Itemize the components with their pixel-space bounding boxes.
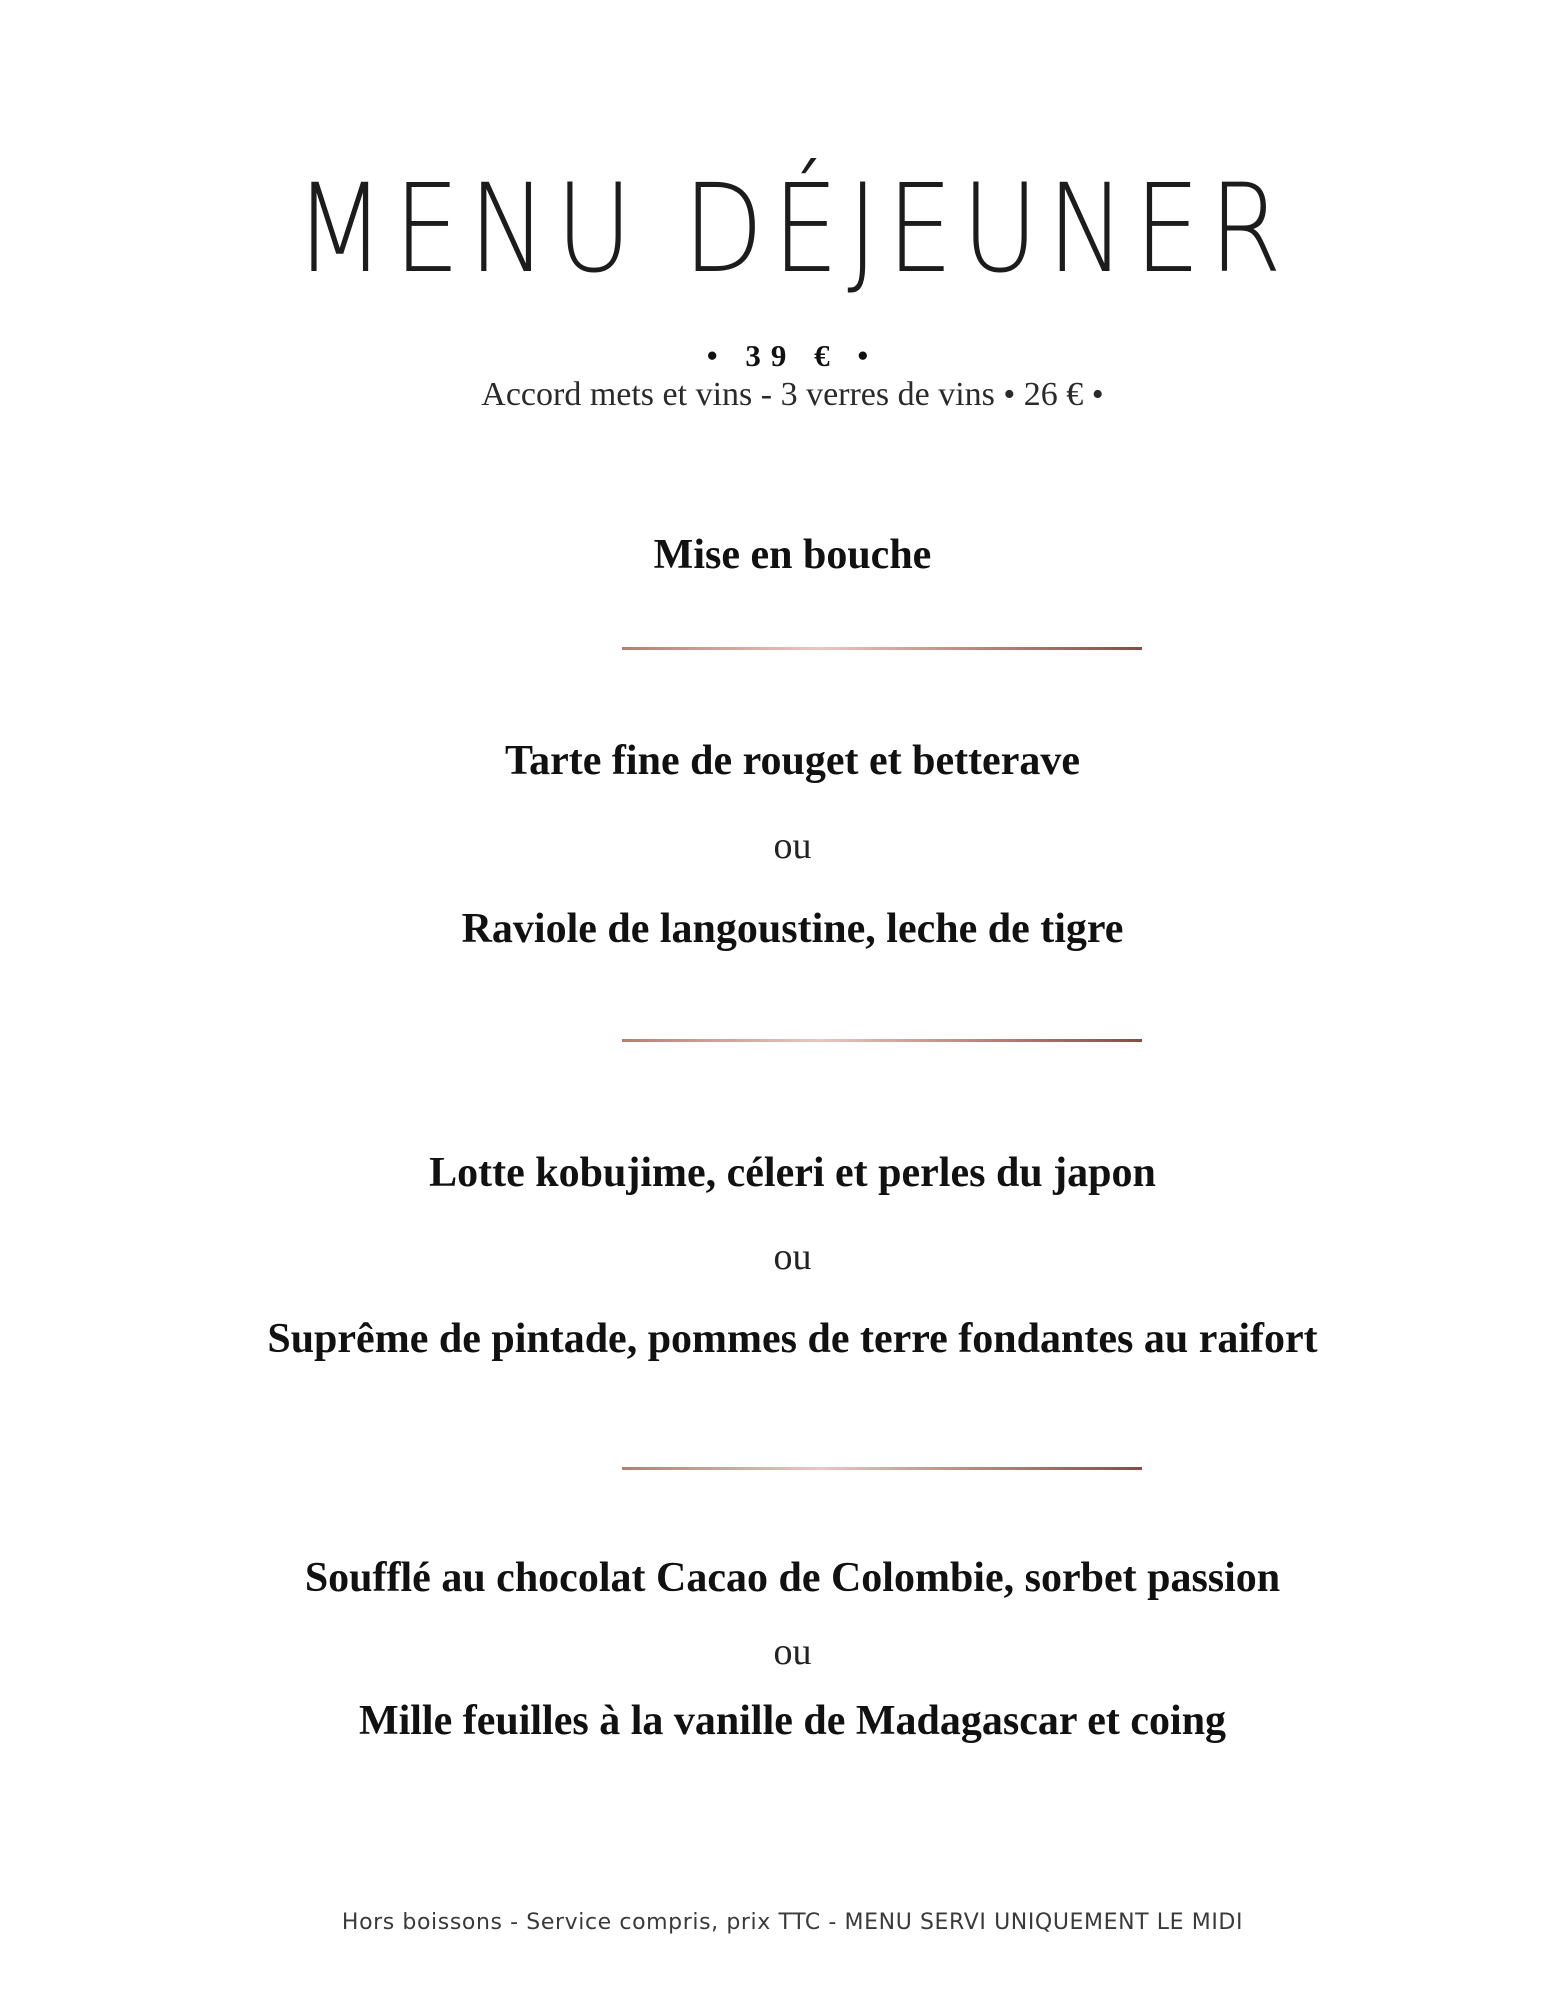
starter-or-label: ou (773, 825, 812, 867)
wine-pairing-text: Accord mets et vins - 3 verres de vins • 26 € • (481, 376, 1104, 413)
dessert-option-2: Mille feuilles à la vanille de Madagascar et coing (358, 1698, 1227, 1744)
menu-price: • 39 € • (706, 338, 879, 373)
main-or-label: ou (773, 1236, 812, 1278)
footer-note: Hors boissons - Service compris, prix TTC - MENU SERVI UNIQUEMENT LE MIDI (341, 1910, 1244, 1935)
starter-option-1: Tarte fine de rouget et betterave (505, 738, 1080, 784)
amuse-bouche-item: Mise en bouche (653, 532, 932, 578)
starter-option-2: Raviole de langoustine, leche de tigre (461, 906, 1124, 952)
dessert-option-1: Soufflé au chocolat Cacao de Colombie, sorbet passion (304, 1555, 1281, 1601)
dessert-or-label: ou (773, 1631, 812, 1673)
section-divider (622, 1467, 1142, 1470)
main-option-1: Lotte kobujime, céleri et perles du japon (429, 1150, 1156, 1196)
menu-title: MENU DÉJEUNER (294, 158, 1291, 300)
section-divider (622, 647, 1142, 650)
section-divider (622, 1039, 1142, 1042)
main-option-2: Suprême de pintade, pommes de terre fondantes au raifort (267, 1316, 1318, 1362)
